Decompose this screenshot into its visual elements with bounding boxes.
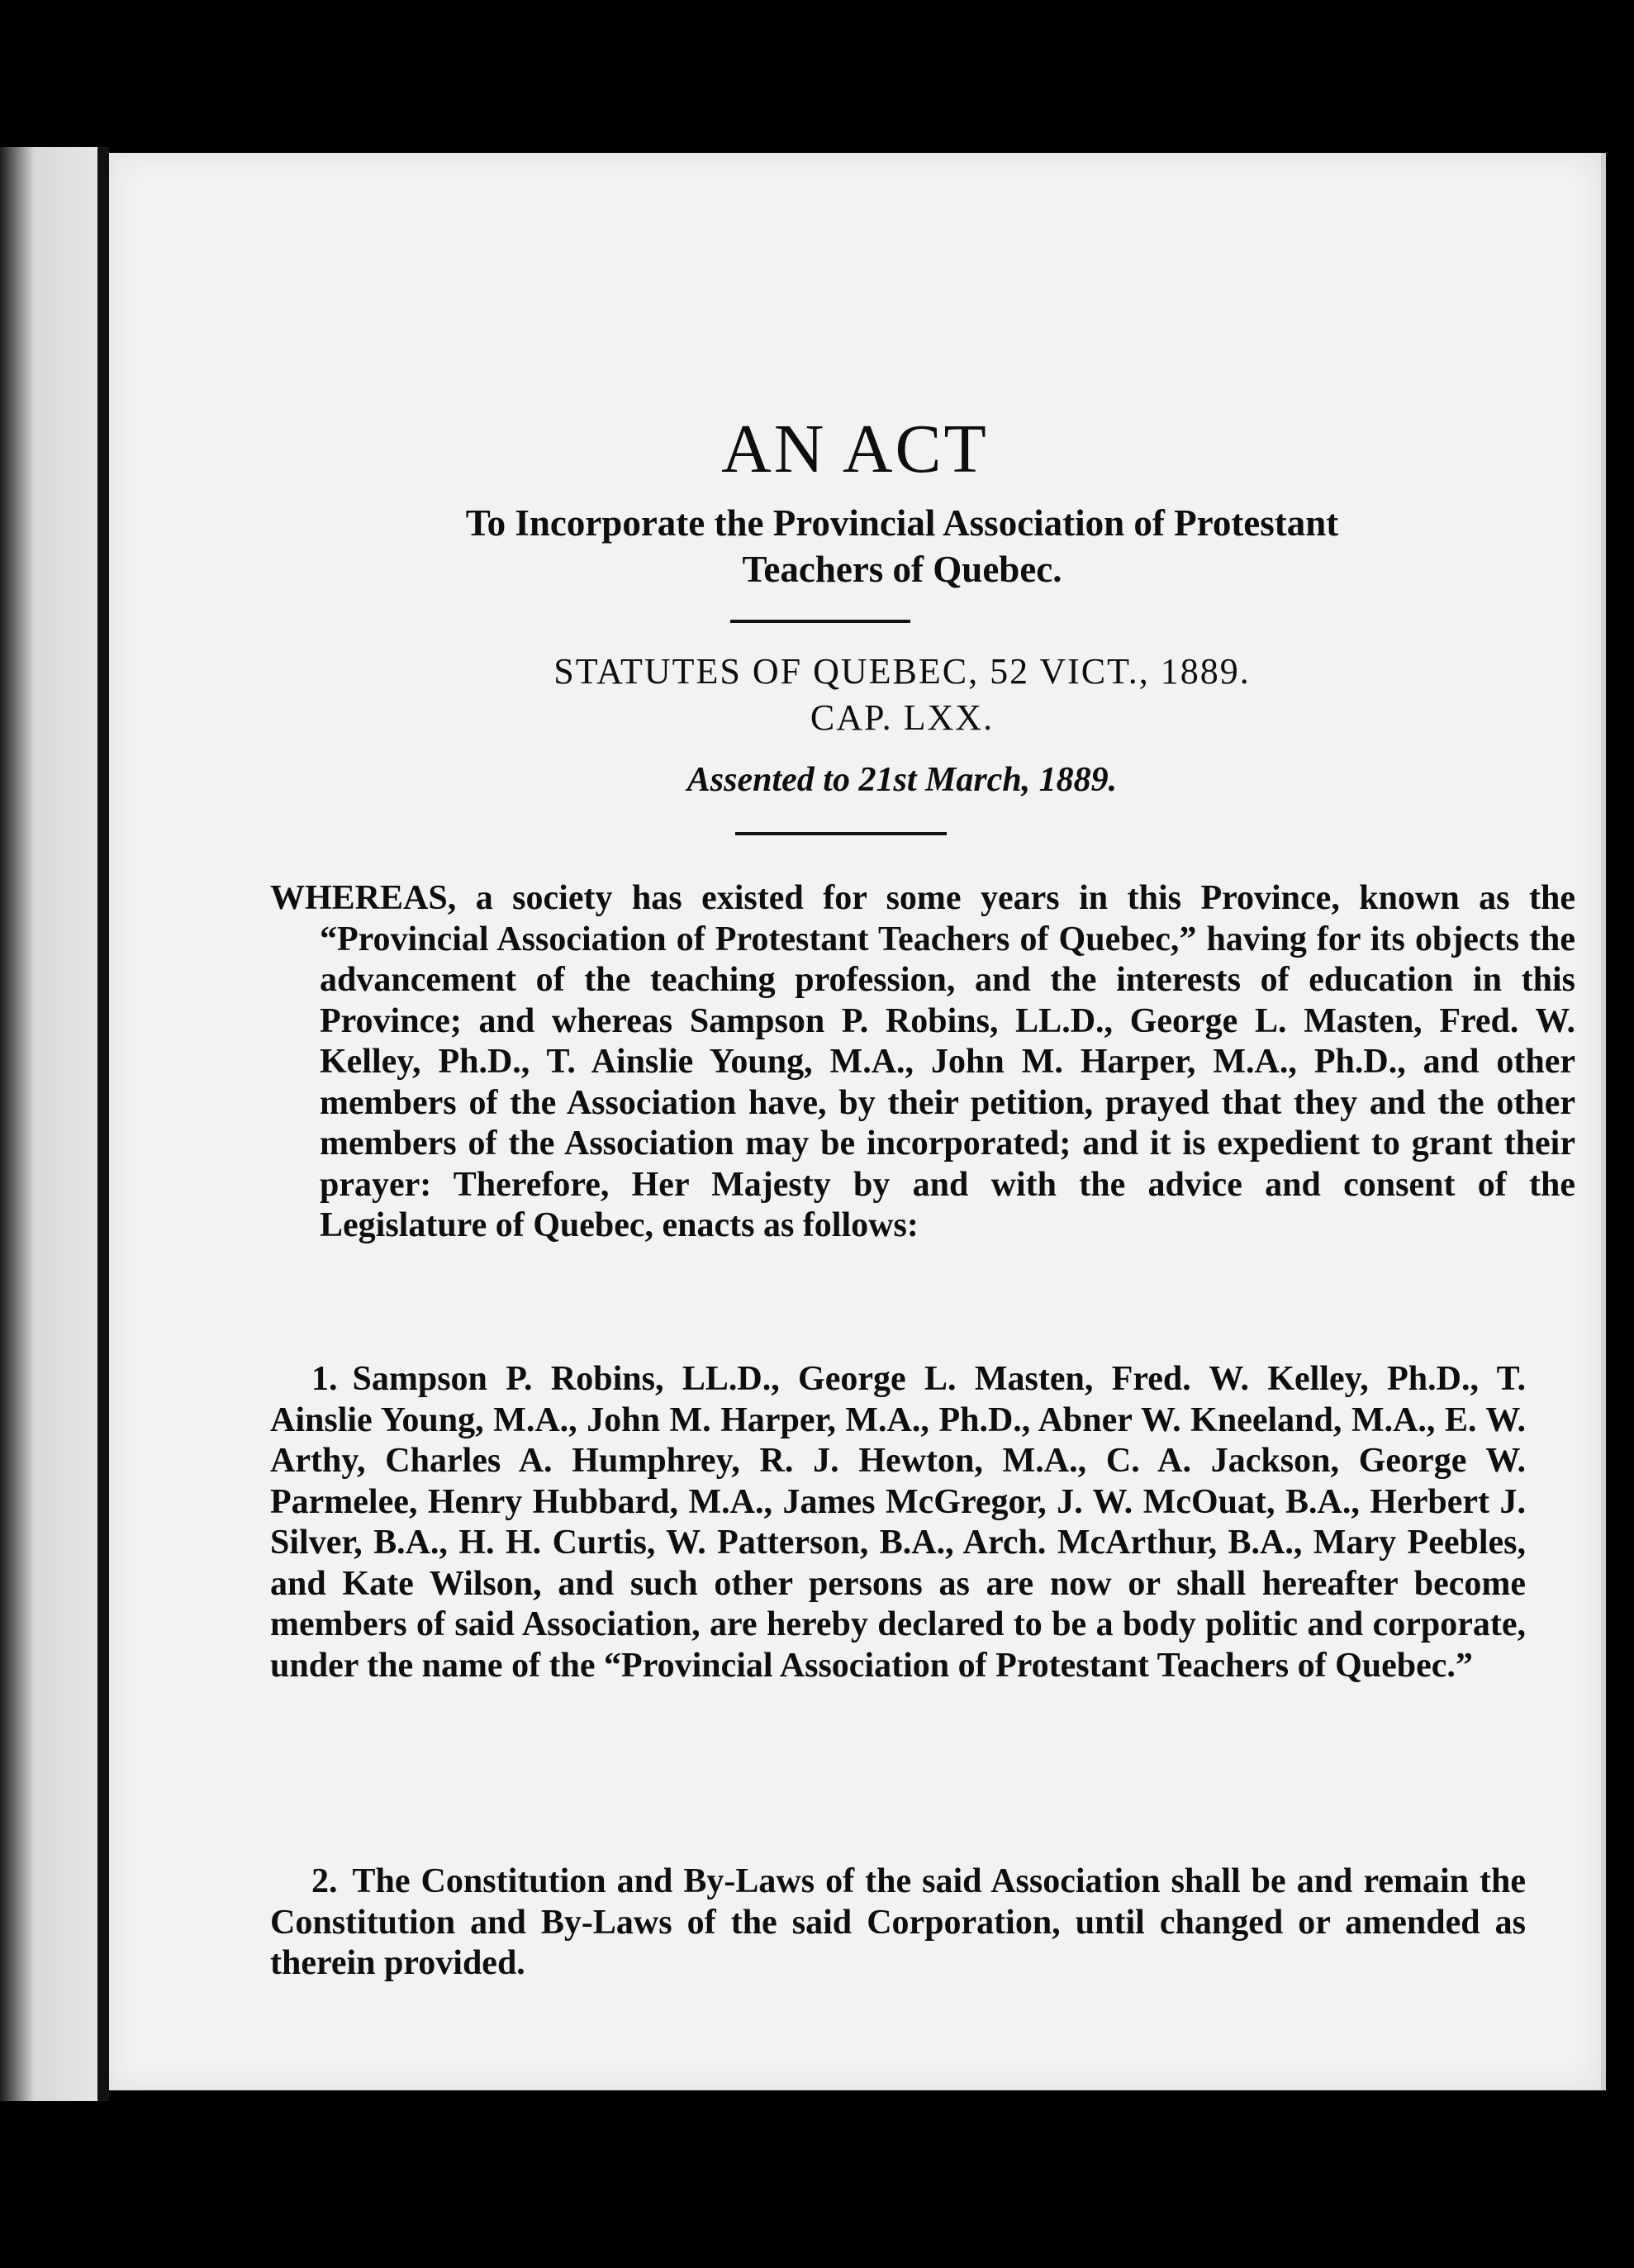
section-number: 1. xyxy=(311,1360,338,1398)
document-subtitle: To Incorporate the Provincial Association of Protestant Teachers of Quebec. xyxy=(465,502,1339,590)
preamble-paragraph: WHEREAS, a society has existed for some years in this Province, known as the “Provincial Association of Protestant Teachers of Quebec,” having for its objects the advancement of the teaching profession, and the interests of education in this Province; and whereas Sampson P. Robins, LL.D., George L. Masten, Fred. W. Kelley, Ph.D., T. Ainslie Young, M.A., John M. Harper, M.A., Ph.D., and other members of the Association have, by their petition, prayed that they and the other members of the Association may be incorporated; and it is expedient to grant their prayer: Therefore, Her Majesty by and with the advice and consent of the Legislature of Quebec, enacts as follows: xyxy=(270,879,1575,1244)
adjacent-page-edge xyxy=(0,147,97,2101)
page-gutter-rule xyxy=(97,147,109,2101)
section-text: The Constitution and By-Laws of the said Association shall be and remain the Constitution and By-Laws of the said Corporation, until changed or amended as therein provided. xyxy=(270,1862,1526,1982)
statutes-line: STATUTES OF QUEBEC, 52 VICT., 1889. xyxy=(553,651,1251,692)
section-number: 2. xyxy=(311,1862,338,1900)
document-page xyxy=(109,153,1606,2090)
divider-rule xyxy=(730,620,910,623)
section-1-paragraph xyxy=(270,1359,1526,1686)
assent-date: Assented to 21st March, 1889. xyxy=(686,761,1118,799)
statutes-reference xyxy=(406,649,1398,741)
section-2-paragraph xyxy=(270,1861,1526,1985)
section-text: Sampson P. Robins, LL.D., George L. Masten, Fred. W. Kelley, Ph.D., T. Ainslie Young, M.A., John M. Harper, M.A., Ph.D., Abner W. Kneeland, M.A., E. W. Arthy, Charles A. Humphrey, R. J. Hewton, M.A., C. A. Jackson, George W. Parmelee, Henry Hubbard, M.A., James McGregor, J. W. McOuat, B.A., Herbert J. Silver, B.A., H. H. Curtis, W. Patterson, B.A., Arch. McArthur, B.A., Mary Peebles, and Kate Wilson, and such other persons as are now or shall hereafter become members of said Association, are hereby declared to be a body politic and corporate, under the name of the “Provincial Association of Protestant Teachers of Quebec.” xyxy=(270,1360,1526,1685)
chapter-line: CAP. LXX. xyxy=(810,697,995,738)
document-title: AN ACT xyxy=(721,411,989,487)
divider-rule xyxy=(735,832,947,835)
